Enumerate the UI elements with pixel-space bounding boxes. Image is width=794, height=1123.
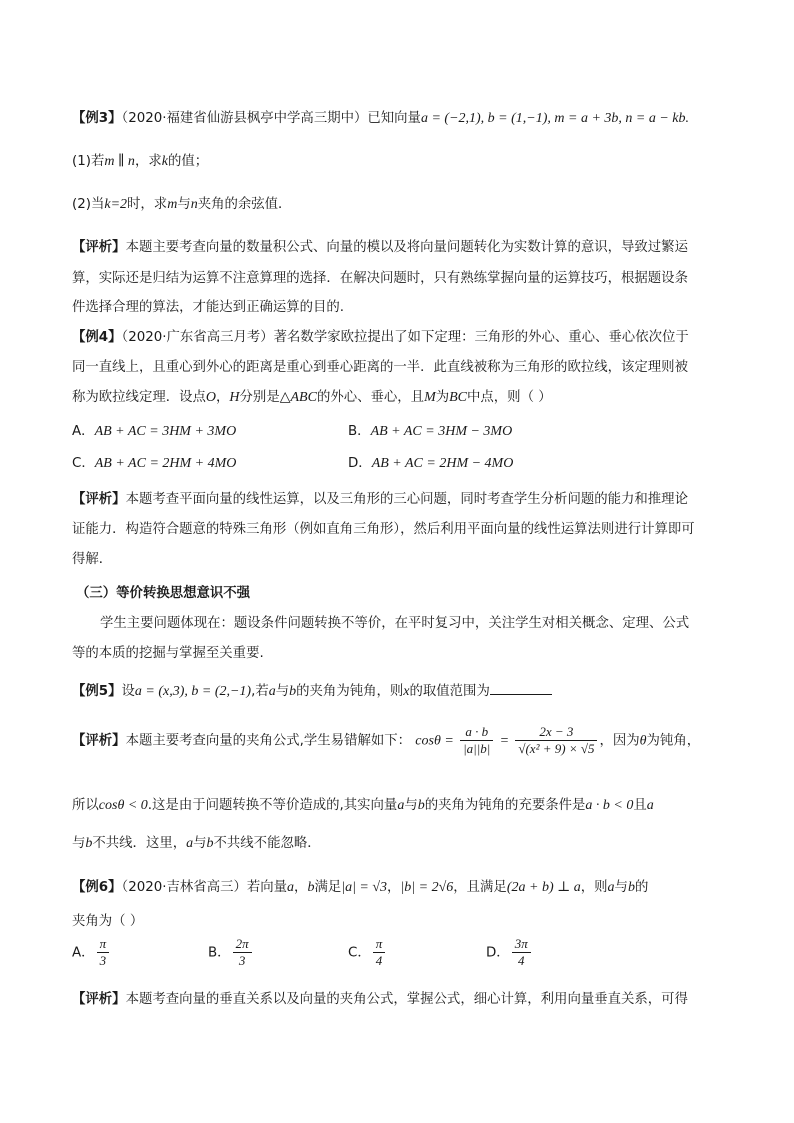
t: 所以 bbox=[72, 798, 99, 813]
cos-negative: cosθ < 0 bbox=[98, 798, 148, 813]
norm-b: |b| = 2√6 bbox=[400, 880, 454, 895]
den: 4 bbox=[375, 953, 383, 968]
vector-b: b bbox=[627, 880, 635, 895]
analysis-3-line2: 算，实际还是归结为运算不注意算理的选择．在解决问题时，只有熟练掌握向量的运算技巧，根据题设条 bbox=[72, 271, 688, 286]
t: 与 bbox=[193, 836, 207, 851]
q2-suffix: 夹角的余弦值． bbox=[197, 197, 292, 212]
q1-prefix: (1)若 bbox=[72, 154, 105, 169]
example-5-line bbox=[72, 680, 552, 700]
point-o: O bbox=[205, 390, 217, 405]
fraction-1 bbox=[460, 724, 493, 757]
den: 4 bbox=[517, 953, 525, 968]
cos-theta: cosθ = bbox=[415, 733, 454, 749]
vector-b: b bbox=[307, 880, 315, 895]
example-3-source: （2020·福建省仙游县枫亭中学高三期中）已知向量 bbox=[121, 111, 421, 126]
t: ，因为 bbox=[599, 733, 640, 749]
t: 的夹角为钝角的充要条件是 bbox=[424, 798, 586, 813]
l3b: 分别是 bbox=[239, 390, 280, 405]
t: 与 bbox=[614, 880, 628, 895]
vector-a: a bbox=[607, 880, 615, 895]
example-4-tag: 【例4】 bbox=[72, 330, 122, 345]
t: 且 bbox=[633, 798, 647, 813]
example-4-choice-b bbox=[348, 420, 512, 440]
choice-label: C． bbox=[72, 456, 95, 471]
analysis-4-line2: 证能力．构造符合题意的特殊三角形（例如直角三角形），然后利用平面向量的线性运算法则进行计算即可 bbox=[72, 522, 695, 537]
choice-fraction bbox=[97, 936, 110, 969]
l3e: 中点，则（ ） bbox=[467, 390, 552, 405]
choice-text: AB + AC = 2HM − 4MO bbox=[371, 456, 514, 471]
choice-label: C． bbox=[348, 945, 371, 961]
vector-b: b bbox=[206, 836, 214, 851]
dot-negative: a · b < 0 bbox=[585, 798, 634, 813]
t: 满足 bbox=[314, 880, 342, 895]
choice-fraction bbox=[233, 936, 252, 969]
t: 为钝角， bbox=[646, 733, 701, 749]
den: 3 bbox=[99, 953, 107, 968]
section-3-para2: 等的本质的挖掘与掌握至关重要. bbox=[72, 646, 264, 661]
example-3-tag: 【例3】 bbox=[72, 111, 122, 126]
t: 与 bbox=[72, 836, 86, 851]
vector-a: a bbox=[287, 880, 295, 895]
analysis-5-line1 bbox=[72, 724, 700, 757]
num: 2π bbox=[233, 936, 252, 953]
analysis-4-tag: 【评析】 bbox=[72, 492, 126, 507]
t: 不共线不能忽略． bbox=[213, 836, 321, 851]
t: 的 bbox=[634, 880, 649, 895]
segment-bc: BC bbox=[449, 390, 468, 405]
den: 3 bbox=[238, 953, 246, 968]
choice-label: B． bbox=[208, 945, 231, 961]
vector-b: b bbox=[85, 836, 93, 851]
analysis-3-line3: 件选择合理的算法，才能达到正确运算的目的. bbox=[72, 300, 345, 315]
analysis-6-tag: 【评析】 bbox=[72, 992, 126, 1007]
q1-suffix: 的值； bbox=[167, 154, 209, 169]
choice-fraction bbox=[512, 936, 531, 969]
example-6-choice-b bbox=[208, 936, 254, 969]
choice-text: AB + AC = 3HM − 3MO bbox=[370, 424, 513, 439]
t: 本题主要考查向量的夹角公式,学生易错解如下： bbox=[125, 733, 412, 749]
fraction-2-den: √(x² + 9) × √5 bbox=[518, 741, 595, 756]
sep: ， bbox=[216, 390, 230, 405]
example-3-question1 bbox=[72, 150, 208, 170]
fraction-1-den: |a||b| bbox=[463, 741, 491, 756]
vector-b: b bbox=[289, 684, 297, 699]
t: ， bbox=[387, 880, 401, 895]
q2-m: m bbox=[167, 197, 178, 212]
var-x: x bbox=[403, 684, 410, 699]
perp-condition: (2a + b) ⊥ a bbox=[506, 880, 581, 895]
example-6-line1 bbox=[72, 876, 648, 896]
num: 3π bbox=[512, 936, 531, 953]
vector-b: b bbox=[417, 798, 425, 813]
example-4-line3 bbox=[72, 386, 552, 406]
vector-a: a bbox=[646, 798, 654, 813]
l3a: 称为欧拉线定理．设点 bbox=[72, 390, 206, 405]
vector-a: a bbox=[268, 684, 276, 699]
fraction-1-num: a · b bbox=[460, 724, 493, 741]
point-h: H bbox=[229, 390, 240, 405]
example-4-text1: （2020·广东省高三月考）著名数学家欧拉提出了如下定理：三角形的外心、重心、垂心依次位于 bbox=[121, 330, 689, 345]
t: ，则 bbox=[580, 880, 608, 895]
t: 与 bbox=[275, 684, 290, 699]
example-5-formula: a = (x,3), b = (2,−1) bbox=[134, 684, 252, 699]
q2-mid: 时，求 bbox=[127, 197, 168, 212]
choice-label: A． bbox=[72, 424, 95, 439]
analysis-5-line3 bbox=[72, 832, 321, 852]
choice-fraction bbox=[373, 936, 386, 969]
example-6-tag: 【例6】 bbox=[72, 880, 122, 895]
example-3-line1 bbox=[72, 107, 689, 127]
l3c: 的外心、垂心，且 bbox=[316, 390, 425, 405]
q2-k: k=2 bbox=[104, 197, 128, 212]
t: 不共线．这里， bbox=[92, 836, 187, 851]
example-5-tag: 【例5】 bbox=[72, 684, 122, 699]
analysis-3-tag: 【评析】 bbox=[72, 240, 126, 255]
fraction-2 bbox=[515, 724, 597, 757]
choice-text: AB + AC = 2HM + 4MO bbox=[94, 456, 237, 471]
equals: = bbox=[499, 733, 510, 749]
example-4-choice-d bbox=[348, 452, 513, 472]
t: .这是由于问题转换不等价造成的,其实向量 bbox=[147, 798, 398, 813]
choice-label: B． bbox=[348, 424, 371, 439]
analysis-3-text1: 本题主要考查向量的数量积公式、向量的模以及将向量问题转化为实数计算的意识，导致过繁运 bbox=[125, 240, 688, 255]
example-4-choice-a bbox=[72, 420, 236, 440]
t: 与 bbox=[404, 798, 418, 813]
analysis-5-line2 bbox=[72, 794, 654, 814]
q1-mid: ，求 bbox=[134, 154, 162, 169]
example-4-line1 bbox=[72, 326, 689, 345]
example-6-line2: 夹角为（ ） bbox=[72, 914, 144, 929]
theta: θ bbox=[639, 733, 647, 749]
analysis-6-line1 bbox=[72, 988, 688, 1007]
triangle-abc: △ABC bbox=[279, 390, 317, 405]
answer-blank bbox=[490, 682, 552, 695]
t: ， bbox=[294, 880, 308, 895]
t: ，且满足 bbox=[453, 880, 507, 895]
point-m: M bbox=[424, 390, 436, 405]
num: π bbox=[373, 936, 386, 953]
vector-a: a bbox=[397, 798, 405, 813]
q2-and: 与 bbox=[177, 197, 191, 212]
example-6-choice-c bbox=[348, 936, 387, 969]
analysis-3-line1 bbox=[72, 236, 688, 255]
example-6-choice-d bbox=[486, 936, 533, 969]
analysis-5-tag: 【评析】 bbox=[72, 733, 126, 749]
choice-label: D． bbox=[486, 945, 510, 961]
choice-text: AB + AC = 3HM + 3MO bbox=[94, 424, 237, 439]
analysis-4-line1 bbox=[72, 488, 688, 507]
t: 的夹角为钝角，则 bbox=[296, 684, 404, 699]
t: ,若 bbox=[251, 684, 269, 699]
norm-a: |a| = √3 bbox=[341, 880, 388, 895]
vector-a: a bbox=[186, 836, 194, 851]
example-3-question2 bbox=[72, 193, 291, 213]
q1-k: k bbox=[161, 154, 168, 169]
t: 的取值范围为 bbox=[409, 684, 490, 699]
choice-label: A． bbox=[72, 945, 95, 961]
t: （2020·吉林省高三）若向量 bbox=[121, 880, 288, 895]
section-3-heading: （三）等价转换思想意识不强 bbox=[76, 586, 251, 601]
example-4-choice-c bbox=[72, 452, 236, 472]
l3d: 为 bbox=[435, 390, 450, 405]
analysis-4-line3: 得解． bbox=[72, 552, 113, 567]
choice-label: D． bbox=[348, 456, 372, 471]
analysis-4-text1: 本题考查平面向量的线性运算，以及三角形的三心问题，同时考查学生分析问题的能力和推理论 bbox=[125, 492, 688, 507]
analysis-6-text1: 本题考查向量的垂直关系以及向量的夹角公式，掌握公式，细心计算，利用向量垂直关系，可得 bbox=[125, 992, 688, 1007]
example-6-choice-a bbox=[72, 936, 111, 969]
fraction-2-num: 2x − 3 bbox=[515, 724, 597, 741]
num: π bbox=[97, 936, 110, 953]
example-3-formula: a = (−2,1), b = (1,−1), m = a + 3b, n = a − kb. bbox=[420, 111, 690, 126]
example-4-line2: 同一直线上，且重心到外心的距离是重心到垂心距离的一半．此直线被称为三角形的欧拉线，该定理则被 bbox=[72, 360, 688, 375]
t: 设 bbox=[121, 684, 135, 699]
q2-prefix: (2)当 bbox=[72, 197, 105, 212]
section-3-para1: 学生主要问题体现在：题设条件问题转换不等价，在平时复习中，关注学生对相关概念、定理、公式 bbox=[100, 616, 690, 631]
q2-n: n bbox=[190, 197, 198, 212]
q1-formula: m ∥ n bbox=[104, 154, 135, 169]
